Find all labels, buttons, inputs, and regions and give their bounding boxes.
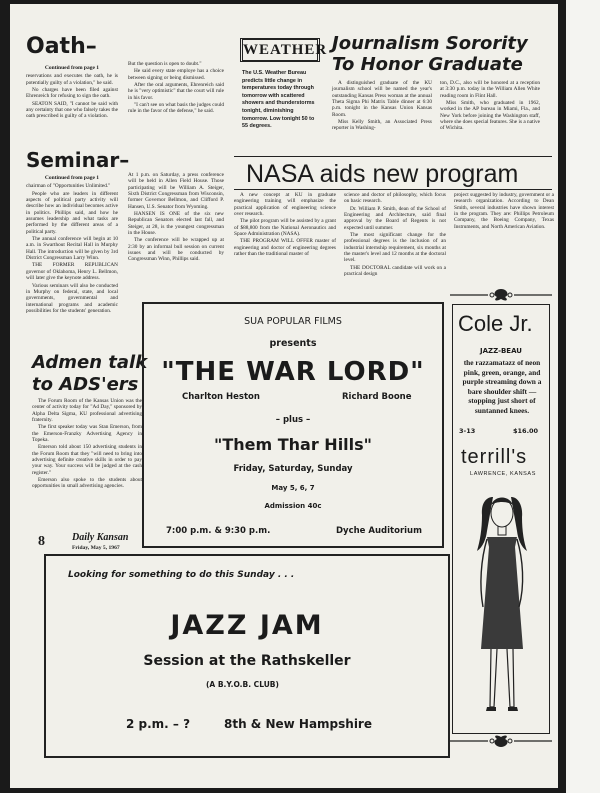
cole-price: $16.00	[513, 427, 539, 435]
oath-headline: Oath–	[26, 34, 97, 59]
oath-continued: Continued from page 1	[44, 65, 100, 71]
paragraph: The first speaker today was Stan Emerson, from the Emerson-Franzky Advertising Agency in Topeka.	[32, 424, 142, 444]
page-number: 8	[38, 534, 45, 549]
paragraph: The annual conference will begin at 10 a.m. in Swarthout Recital Hall in Murphy Hall. The introduction will be given by 3rd District Congressman Larry Winn.	[26, 236, 118, 262]
paragraph: HANSEN IS ONE of the six new Republican Senators elected last fall, and Steiger, at 28, is the youngest congressman in the House.	[128, 211, 224, 237]
paragraph: A new concept at KU in graduate engineering training will emphasize the practical application of engineering science over research.	[234, 192, 336, 218]
weather-title-frame	[240, 38, 328, 62]
film-admission: Admission 40c	[264, 502, 322, 510]
cole-ad-frame	[452, 304, 550, 734]
store-logo	[457, 445, 547, 485]
paragraph: "I can't see on what basis the judges could rule in the favor of the defense," he said.	[128, 102, 224, 115]
weather-text: The U.S. Weather Bureau predicts little change in temperatures today through tomorrow with scattered showers and thunderstorms tonight, diminishing tomorrow. Low tonight 50 to 55 degrees.	[242, 70, 315, 130]
paragraph: reservations and executes the oath, he is potentially guilty of a violation," he said.	[26, 73, 118, 86]
sorority-column-2	[440, 80, 540, 146]
film-star-1: Charlton Heston	[182, 392, 260, 402]
paragraph: But the question is open to doubt."	[128, 61, 202, 67]
cole-brand: Cole Jr.	[458, 311, 533, 336]
weather-box	[236, 34, 328, 146]
seminar-headline: Seminar–	[26, 148, 130, 172]
paragraph: THE DOCTORAL candidate will work on a practical design	[344, 264, 446, 278]
oath-column-2	[128, 61, 224, 145]
film-presents: presents	[269, 338, 317, 349]
paragraph: THE PROGRAM WILL OFFER master of engineering and doctor of engineering degrees rather than the traditional master of	[234, 238, 336, 258]
fashion-model-illustration	[453, 489, 549, 729]
adjacent-page-edge	[566, 0, 600, 793]
seminar-column-1	[26, 174, 118, 346]
nasa-headline-box	[234, 156, 552, 190]
paragraph: science and doctor of philosophy, which focus on basic research.	[344, 192, 446, 205]
film-days: Friday, Saturday, Sunday	[233, 464, 353, 474]
jazz-title: JAZZ JAM	[170, 610, 324, 641]
seminar-column-2	[128, 172, 224, 302]
paragraph: SEATON SAID, "I cannot be said with any certainty that one who falsely takes the oath prescribed is guilty of a violation.	[26, 100, 118, 120]
sorority-headline-1: Journalism Sorority	[332, 33, 528, 54]
cole-description: the razzamatazz of neon pink, green, orange, and purple streaming down a bare shoulder shift — stopping just short of suntanned knees.	[462, 358, 542, 415]
top-ornament-icon	[448, 288, 554, 302]
film-venue: Dyche Auditorium	[336, 526, 422, 536]
film-title: "THE WAR LORD"	[161, 357, 425, 387]
nasa-column-3	[454, 192, 554, 254]
newspaper-page	[10, 4, 558, 788]
weather-title: WEATHER	[243, 42, 328, 58]
oath-column-1	[26, 64, 118, 144]
paragraph: At 1 p.m. on Saturday, a press conference will be held in Allen Field House. Those participating will be William A. Steiger, Sixth District Congressman from Wisconsin, former Governor Bellmon, and Clifford P. Hansen, U.S. Senator from Wyoming.	[128, 172, 224, 210]
paragraph: ton, D.C., also will be honored at a reception at 3:30 p.m. today in the William Allen White reading room in Flint Hall.	[440, 80, 540, 99]
paragraph: Miss Smith, who graduated in 1962, worked in the AP bureau in Miami, Fla., and New York before joining the Washington staff, where she does special features. She is a native of Wichita.	[440, 100, 540, 132]
jazz-subtitle: Session at the Rathskeller	[143, 653, 351, 669]
jazz-time: 2 p.m. – ?	[126, 717, 191, 731]
sorority-column-1	[332, 80, 432, 146]
paragraph: People who are leaders in different aspects of political party activity will describe how an individual becomes active in politics. Phillips said, and how he assumes leadership and what tasks are performed by the different areas of a political party.	[26, 190, 118, 235]
cole-ad	[448, 288, 554, 748]
film-plus: – plus –	[275, 415, 311, 425]
paragraph: He said every state employe has a choice between signing or being dismissed.	[128, 68, 224, 81]
store-name: terrill's	[461, 446, 528, 468]
paragraph: After the oral arguments, Ehrenreich said he is "very optimistic" that the court will rule in his favor.	[128, 82, 224, 101]
paragraph: The pilot program will be assisted by a grant of $88,800 from the National Aeronautics and Space Administration (NASA).	[234, 218, 336, 238]
admen-headline-2: to ADS'ers	[32, 374, 139, 395]
paragraph: Dr. William P. Smith, dean of the School of Engineering and Architecture, said final approval by the Board of Regents is not expected until summer.	[344, 205, 446, 231]
paragraph: Emerson also spoke to the students about opportunities in small advertising agencies.	[32, 477, 142, 490]
paragraph: Emerson told about 150 advertising students in the Forum Room that they "will need to bring into advertising definite creative skills in order to pay your way. Your success will be judged at the cash register."	[32, 444, 142, 476]
jazz-location: 8th & New Hampshire	[224, 717, 372, 731]
bottom-ornament-icon	[448, 734, 554, 748]
paragraph: The most significant change for the professional degrees is the inclusion of an industrial internship requirement, six months at the master's level and 12 months at the doctoral level.	[344, 232, 446, 264]
admen-column	[32, 398, 142, 524]
cole-product: JAZZ-BEAU	[480, 347, 522, 355]
cole-sizes: 3-13	[459, 427, 476, 435]
film-presenter: SUA POPULAR FILMS	[244, 316, 342, 327]
folio-date: Friday, May 5, 1967	[72, 545, 120, 551]
nasa-column-2	[344, 192, 446, 292]
paragraph: No charges have been filed against Ehrenreich for refusing to sign the oath.	[26, 87, 118, 100]
nasa-column-1	[234, 192, 336, 292]
paragraph: chairman of "Opportunities Unlimited."	[26, 183, 111, 190]
paragraph: The conference will be wrapped up at 2:30 by an informal bull session on current issues and will be conducted by Congressman Winn, Phillips said.	[128, 237, 224, 263]
film-times: 7:00 p.m. & 9:30 p.m.	[166, 526, 271, 536]
seminar-continued: Continued from page 1	[44, 175, 100, 181]
paragraph: A distinguished graduate of the KU journalism school will be named the year's outstanding Kansas Press woman at the annual Theta Sigma Phi Matrix Table dinner at 6:30 p.m. tonight in the Kansas Union Kansas Room.	[332, 80, 432, 118]
store-location: LAWRENCE, KANSAS	[470, 471, 536, 477]
jazz-tagline: Looking for something to do this Sunday . . .	[68, 570, 295, 580]
film-star-2: Richard Boone	[342, 392, 412, 402]
film-ad	[142, 302, 444, 548]
nasa-headline: NASA aids new program	[246, 160, 519, 188]
admen-headline-1: Admen talk	[32, 352, 148, 373]
jazz-ad	[44, 554, 450, 758]
sorority-headline-2: To Honor Graduate	[332, 54, 523, 75]
folio-paper: Daily Kansan	[72, 532, 129, 543]
paragraph: Miss Kelly Smith, an Associated Press reporter in Washing-	[332, 119, 432, 132]
paragraph: project suggested by industry, government or a research organization. According to Dean Smith, several industries have shown interest in the program. They are: Phillips Petroleum Company, the Boeing Company, Texas Instruments, and North American Aviation.	[454, 192, 554, 230]
jazz-club: (A B.Y.O.B. CLUB)	[206, 680, 279, 689]
paragraph: THE FORMER REPUBLICAN governor of Oklahoma, Henry L. Bellmon, will later give the keynote address.	[26, 262, 118, 282]
paragraph: Various seminars will also be conducted in Murphy on federal, state, and local governments, governmental and international programs and academic possibilities for the students' generation.	[26, 282, 118, 314]
film-dates: May 5, 6, 7	[271, 484, 315, 492]
film-second-title: "Them Thar Hills"	[214, 435, 372, 454]
paragraph: The Forum Room of the Kansas Union was the center of activity today for "Ad Day," sponsored by Alpha Delta Sigma, KU professional advertising fraternity.	[32, 398, 142, 424]
